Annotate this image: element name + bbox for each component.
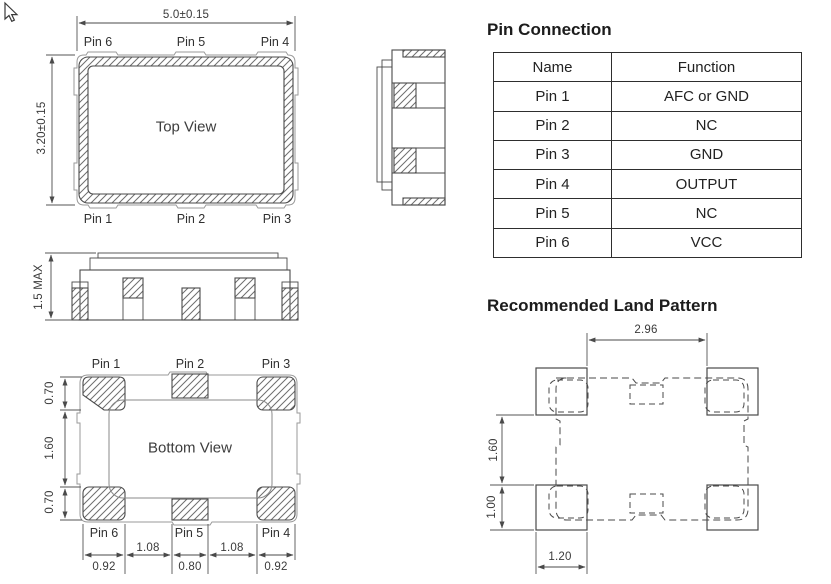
pin-function-cell: NC	[612, 111, 802, 140]
bottom-view-drawing	[60, 372, 300, 574]
bottom-view-pin2-label: Pin 2	[175, 357, 205, 371]
bottom-view-pin4-label: Pin 4	[261, 526, 291, 540]
top-view-pin2-label: Pin 2	[176, 212, 206, 226]
bottom-view-pin1-label: Pin 1	[91, 357, 121, 371]
top-view-pin5-label: Pin 5	[176, 35, 206, 49]
col-header-name: Name	[494, 53, 612, 82]
bottom-view-gap-dim-2: 1.08	[220, 542, 244, 554]
table-row	[494, 170, 802, 199]
table-row	[494, 82, 802, 111]
top-view-pin4-label: Pin 4	[260, 35, 290, 49]
col-header-function: Function	[612, 53, 802, 82]
mouse-cursor-icon	[5, 3, 17, 21]
pin-function-cell: AFC or GND	[612, 82, 802, 111]
pin-name-cell: Pin 3	[494, 140, 612, 169]
top-view-label: Top View	[155, 118, 217, 136]
land-pattern-left-lower-dim: 1.00	[486, 495, 498, 519]
front-view-height-dim: 1.5 MAX	[33, 264, 45, 310]
pin-name-cell: Pin 2	[494, 111, 612, 140]
top-view-width-dim: 5.0±0.15	[162, 9, 210, 21]
bottom-view-dim-070-top: 0.70	[44, 381, 56, 405]
pin-name-cell: Pin 4	[494, 170, 612, 199]
front-view-drawing	[45, 253, 298, 320]
pin-connection-title: Pin Connection	[487, 20, 612, 39]
pin-name-cell: Pin 1	[494, 82, 612, 111]
bottom-view-pad-dim-3: 0.92	[264, 561, 288, 573]
top-view-pin1-label: Pin 1	[83, 212, 113, 226]
side-view-drawing	[377, 50, 445, 205]
pin-function-cell: VCC	[612, 228, 802, 257]
land-pattern-left-upper-dim: 1.60	[488, 438, 500, 462]
bottom-view-pin6-label: Pin 6	[89, 526, 119, 540]
pin-name-cell: Pin 5	[494, 199, 612, 228]
pin-function-cell: NC	[612, 199, 802, 228]
top-view-height-dim: 3.20±0.15	[36, 101, 48, 155]
land-pattern-bottom-dim: 1.20	[548, 551, 572, 563]
bottom-view-pad-dim-1: 0.92	[92, 561, 116, 573]
bottom-view-pin3-label: Pin 3	[261, 357, 291, 371]
pin-function-cell: GND	[612, 140, 802, 169]
table-row	[494, 140, 802, 169]
pin-name-cell: Pin 6	[494, 228, 612, 257]
bottom-view-label: Bottom View	[148, 439, 232, 457]
table-row	[494, 199, 802, 228]
bottom-view-dim-070-bot: 0.70	[44, 490, 56, 514]
top-view-pin6-label: Pin 6	[83, 35, 113, 49]
top-view-pin3-label: Pin 3	[262, 212, 292, 226]
land-pattern-drawing	[490, 333, 758, 574]
bottom-view-pin5-label: Pin 5	[174, 526, 204, 540]
table-row	[494, 111, 802, 140]
land-pattern-title: Recommended Land Pattern	[487, 296, 718, 315]
bottom-view-gap-dim-1: 1.08	[136, 542, 160, 554]
pin-connection-table	[493, 52, 802, 258]
bottom-view-dim-160: 1.60	[44, 436, 56, 460]
land-pattern-top-dim: 2.96	[634, 324, 658, 336]
table-row	[494, 228, 802, 257]
bottom-view-pad-dim-2: 0.80	[178, 561, 202, 573]
table-header-row	[494, 53, 802, 82]
pin-function-cell: OUTPUT	[612, 170, 802, 199]
